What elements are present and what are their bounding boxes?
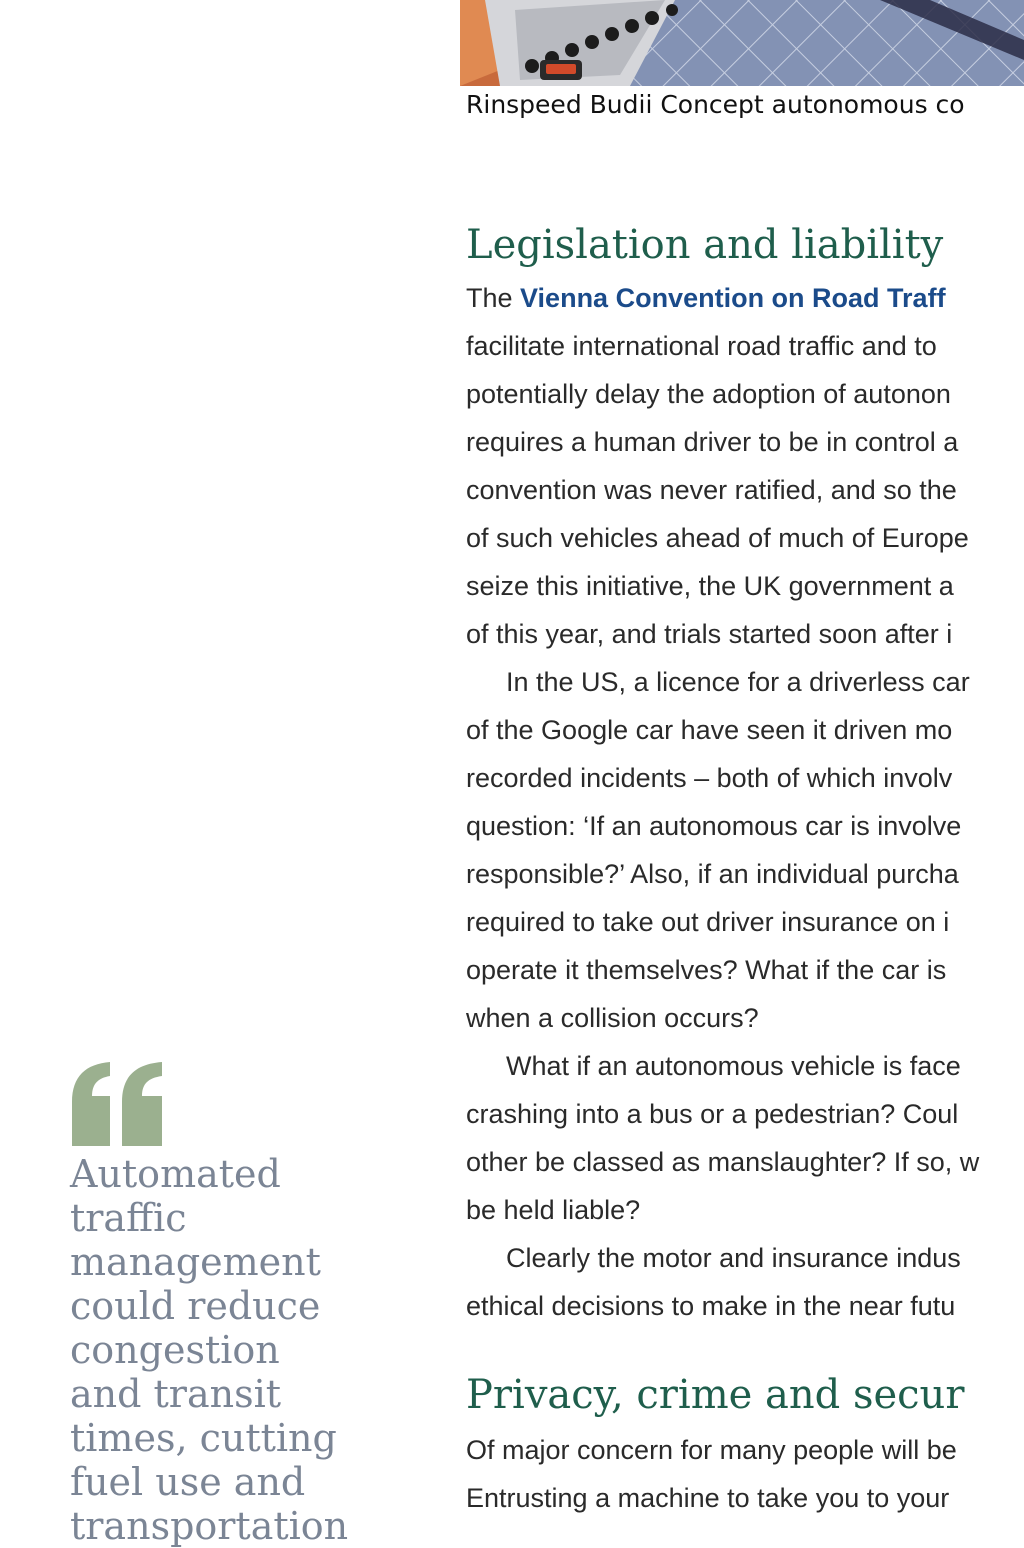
paragraph-line: of the Google car have seen it driven mo	[466, 715, 953, 745]
paragraph-line: In the US, a licence for a driverless car	[506, 667, 970, 697]
paragraph-line: Entrusting a machine to take you to your	[466, 1483, 950, 1513]
paragraph-line: potentially delay the adoption of autonon	[466, 379, 951, 409]
pull-quote-line: times, cutting	[70, 1416, 337, 1460]
car-interior-photo	[460, 0, 1024, 86]
paragraph-line: operate it themselves? What if the car is	[466, 955, 947, 985]
pull-quote-line: could reduce	[70, 1284, 321, 1328]
paragraph-line: recorded incidents – both of which involv	[466, 763, 953, 793]
paragraph-line: required to take out driver insurance on i	[466, 907, 950, 937]
pull-quote-line: Automated	[70, 1152, 281, 1196]
paragraph-line: seize this initiative, the UK government a	[466, 571, 954, 601]
paragraph-line: question: ‘If an autonomous car is involve	[466, 811, 962, 841]
photo-caption: Rinspeed Budii Concept autonomous co	[466, 90, 965, 119]
pull-quote-line: transportation	[70, 1504, 349, 1548]
line-prefix: The	[466, 283, 521, 313]
paragraph-line	[466, 274, 1024, 322]
pull-quote	[70, 1152, 390, 1548]
section-body-legislation	[466, 274, 1024, 1330]
car-interior-illustration	[460, 0, 1024, 86]
pull-quote-line: congestion	[70, 1328, 280, 1372]
paragraph-line: responsible?’ Also, if an individual purcha	[466, 859, 959, 889]
paragraph-line: be held liable?	[466, 1195, 641, 1225]
section-heading-legislation: Legislation and liability	[466, 222, 944, 268]
paragraph-line: of this year, and trials started soon after i	[466, 619, 953, 649]
pull-quote-line: traffic	[70, 1196, 187, 1240]
paragraph-line: facilitate international road traffic and to	[466, 331, 937, 361]
quote-mark-icon	[68, 1062, 166, 1146]
paragraph-line: crashing into a bus or a pedestrian? Coul	[466, 1099, 959, 1129]
paragraph-line: convention was never ratified, and so the	[466, 475, 957, 505]
paragraph-line: requires a human driver to be in control a	[466, 427, 959, 457]
pull-quote-line: management	[70, 1240, 321, 1284]
section-heading-privacy: Privacy, crime and secur	[466, 1372, 965, 1418]
pull-quote-line: fuel use and	[70, 1460, 306, 1504]
paragraph-line: What if an autonomous vehicle is face	[506, 1051, 961, 1081]
paragraph-line: of such vehicles ahead of much of Europe	[466, 523, 969, 553]
paragraph-line: ethical decisions to make in the near futu	[466, 1291, 956, 1321]
pull-quote-line: and transit	[70, 1372, 282, 1416]
paragraph-line: Of major concern for many people will be	[466, 1435, 957, 1465]
paragraph-line: other be classed as manslaughter? If so, w	[466, 1147, 980, 1177]
vienna-convention-link[interactable]: Vienna Convention on Road Traff	[520, 283, 946, 313]
paragraph-line: when a collision occurs?	[466, 1003, 759, 1033]
section-body-privacy	[466, 1426, 1024, 1522]
paragraph-line: Clearly the motor and insurance indus	[506, 1243, 961, 1273]
